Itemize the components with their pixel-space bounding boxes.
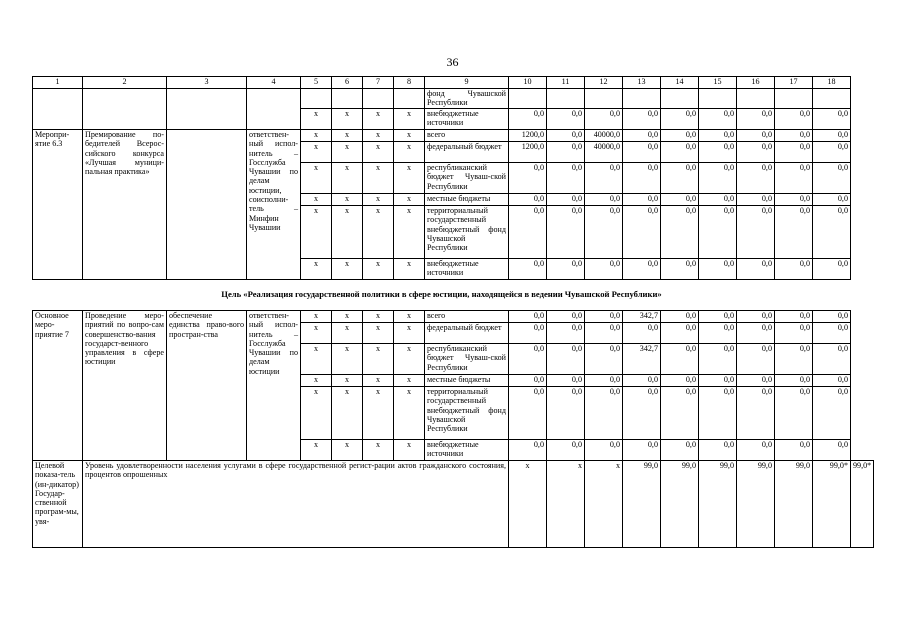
budget-table — [32, 76, 874, 548]
funding-source: федеральный бюджет — [425, 142, 509, 163]
header-col-14: 14 — [661, 77, 699, 89]
x-mark: x — [394, 344, 425, 375]
x-mark: x — [301, 194, 332, 206]
value-cell — [547, 89, 585, 109]
x-mark: x — [394, 142, 425, 163]
funding-source: республиканский бюджет Чуваш-ской Республики — [425, 344, 509, 375]
x-mark: x — [332, 163, 363, 194]
value-cell: 0,0 — [661, 163, 699, 194]
x-mark: x — [332, 344, 363, 375]
value-cell: 0,0 — [623, 440, 661, 461]
value-cell: 0,0 — [737, 311, 775, 323]
value-cell: 0,0 — [775, 194, 813, 206]
x-mark: x — [332, 440, 363, 461]
x-mark: x — [301, 163, 332, 194]
value-cell: 0,0 — [699, 163, 737, 194]
value-cell: 0,0 — [661, 142, 699, 163]
value-cell: 0,0 — [623, 142, 661, 163]
measure-executor: ответствен-ный испол-нитель – Госслужба Чувашии по делам юстиции, соисполни-тель – Минфин Чувашии — [247, 130, 301, 280]
value-cell — [509, 89, 547, 109]
header-col-8: 8 — [394, 77, 425, 89]
x-mark: x — [332, 259, 363, 280]
funding-source: местные бюджеты — [425, 194, 509, 206]
value-cell: 0,0 — [813, 109, 851, 130]
header-col-18: 18 — [813, 77, 851, 89]
value-cell: 0,0 — [813, 194, 851, 206]
x-mark: x — [332, 387, 363, 440]
cont-col-3 — [167, 89, 247, 130]
header-col-4: 4 — [247, 77, 301, 89]
value-cell: 0,0 — [547, 323, 585, 344]
value-cell: 0,0 — [585, 109, 623, 130]
value-cell: 0,0 — [623, 375, 661, 387]
value-cell: 0,0 — [509, 323, 547, 344]
value-cell — [623, 89, 661, 109]
value-cell: 0,0 — [775, 344, 813, 375]
value-cell: 0,0 — [775, 311, 813, 323]
x-mark: x — [363, 109, 394, 130]
value-cell: 0,0 — [623, 109, 661, 130]
value-cell: 0,0 — [775, 375, 813, 387]
x-mark: x — [301, 142, 332, 163]
value-cell: 0,0 — [699, 440, 737, 461]
value-cell: 0,0 — [547, 194, 585, 206]
value-cell: 0,0 — [737, 109, 775, 130]
value-cell: 0,0 — [699, 130, 737, 142]
value-cell: 0,0 — [775, 142, 813, 163]
value-cell: 0,0 — [585, 387, 623, 440]
value-cell: 0,0 — [813, 130, 851, 142]
value-cell: 0,0 — [585, 375, 623, 387]
x-mark: x — [301, 130, 332, 142]
indicator-value: 99,0 — [737, 461, 775, 548]
value-cell: 0,0 — [585, 259, 623, 280]
funding-source: территориальный государственный внебюджетный фонд Чувашской Республики — [425, 387, 509, 440]
value-cell: 0,0 — [737, 375, 775, 387]
indicator-value: 99,0 — [775, 461, 813, 548]
value-cell: 0,0 — [547, 142, 585, 163]
header-col-6: 6 — [332, 77, 363, 89]
value-cell: 0,0 — [585, 311, 623, 323]
goal-row — [33, 280, 874, 311]
x-mark: x — [394, 440, 425, 461]
funding-source: всего — [425, 311, 509, 323]
x-mark: x — [394, 130, 425, 142]
value-cell: 0,0 — [547, 344, 585, 375]
indicator-value: x — [585, 461, 623, 548]
value-cell: 0,0 — [661, 109, 699, 130]
x-mark: x — [394, 206, 425, 259]
header-col-1: 1 — [33, 77, 83, 89]
value-cell: 0,0 — [699, 387, 737, 440]
value-cell: 0,0 — [509, 109, 547, 130]
empty-cell — [363, 89, 394, 109]
header-col-3: 3 — [167, 77, 247, 89]
value-cell: 0,0 — [509, 206, 547, 259]
x-mark: x — [394, 387, 425, 440]
x-mark: x — [332, 194, 363, 206]
indicator-value: 99,0* — [813, 461, 851, 548]
header-col-9: 9 — [425, 77, 509, 89]
measure-result — [167, 130, 247, 280]
x-mark: x — [363, 375, 394, 387]
x-mark: x — [332, 142, 363, 163]
empty-cell — [394, 89, 425, 109]
value-cell: 0,0 — [623, 163, 661, 194]
funding-source: внебюджетные источники — [425, 440, 509, 461]
x-mark: x — [301, 375, 332, 387]
value-cell: 0,0 — [547, 130, 585, 142]
value-cell: 1200,0 — [509, 130, 547, 142]
header-col-2: 2 — [83, 77, 167, 89]
x-mark: x — [363, 344, 394, 375]
value-cell: 342,7 — [623, 344, 661, 375]
value-cell: 0,0 — [699, 311, 737, 323]
value-cell: 0,0 — [813, 323, 851, 344]
value-cell: 342,7 — [623, 311, 661, 323]
value-cell: 0,0 — [661, 206, 699, 259]
funding-source: внебюджетные источники — [425, 259, 509, 280]
x-mark: x — [301, 344, 332, 375]
value-cell: 0,0 — [737, 163, 775, 194]
value-cell: 0,0 — [661, 387, 699, 440]
value-cell: 0,0 — [737, 130, 775, 142]
value-cell: 0,0 — [699, 259, 737, 280]
value-cell: 0,0 — [661, 375, 699, 387]
x-mark: x — [363, 440, 394, 461]
value-cell: 0,0 — [623, 130, 661, 142]
value-cell: 0,0 — [585, 323, 623, 344]
value-cell: 0,0 — [813, 259, 851, 280]
funding-source: республиканский бюджет Чуваш-ской Республики — [425, 163, 509, 194]
value-cell — [737, 89, 775, 109]
value-cell: 0,0 — [547, 206, 585, 259]
value-cell — [585, 89, 623, 109]
cont-col-2 — [83, 89, 167, 130]
value-cell: 0,0 — [699, 109, 737, 130]
value-cell: 1200,0 — [509, 142, 547, 163]
indicator-row — [33, 461, 874, 548]
value-cell: 0,0 — [661, 344, 699, 375]
value-cell: 0,0 — [547, 387, 585, 440]
value-cell: 40000,0 — [585, 130, 623, 142]
funding-source: местные бюджеты — [425, 375, 509, 387]
x-mark: x — [363, 163, 394, 194]
measure-number: Меропри-ятие 6.3 — [33, 130, 83, 280]
value-cell: 0,0 — [737, 206, 775, 259]
value-cell: 0,0 — [813, 206, 851, 259]
indicator-value: 99,0 — [661, 461, 699, 548]
x-mark: x — [301, 440, 332, 461]
empty-cell — [301, 89, 332, 109]
header-col-12: 12 — [585, 77, 623, 89]
x-mark: x — [394, 109, 425, 130]
value-cell: 0,0 — [737, 344, 775, 375]
header-col-16: 16 — [737, 77, 775, 89]
value-cell — [775, 89, 813, 109]
value-cell: 0,0 — [737, 323, 775, 344]
value-cell: 0,0 — [775, 259, 813, 280]
value-cell: 0,0 — [737, 142, 775, 163]
value-cell — [699, 89, 737, 109]
value-cell: 0,0 — [813, 163, 851, 194]
value-cell: 0,0 — [737, 259, 775, 280]
value-cell — [661, 89, 699, 109]
x-mark: x — [301, 323, 332, 344]
header-col-7: 7 — [363, 77, 394, 89]
x-mark: x — [301, 206, 332, 259]
empty-cell — [332, 89, 363, 109]
indicator-value: 99,0 — [623, 461, 661, 548]
value-cell: 0,0 — [623, 387, 661, 440]
value-cell: 0,0 — [585, 163, 623, 194]
x-mark: x — [301, 387, 332, 440]
header-row — [33, 77, 874, 89]
value-cell: 0,0 — [509, 163, 547, 194]
value-cell: 0,0 — [509, 259, 547, 280]
value-cell: 0,0 — [775, 130, 813, 142]
x-mark: x — [363, 259, 394, 280]
x-mark: x — [301, 109, 332, 130]
value-cell: 0,0 — [509, 194, 547, 206]
header-col-13: 13 — [623, 77, 661, 89]
x-mark: x — [363, 323, 394, 344]
value-cell: 0,0 — [661, 311, 699, 323]
value-cell: 0,0 — [585, 194, 623, 206]
indicator-value: 99,0* — [851, 461, 874, 548]
page-number: 36 — [446, 55, 459, 69]
value-cell: 0,0 — [737, 194, 775, 206]
header-col-11: 11 — [547, 77, 585, 89]
value-cell: 0,0 — [547, 311, 585, 323]
x-mark: x — [301, 259, 332, 280]
x-mark: x — [332, 311, 363, 323]
indicator-value: x — [547, 461, 585, 548]
x-mark: x — [301, 311, 332, 323]
measure-name: Проведение меро-приятий по вопро-сам совершенство-вания государст-венного управления в сфере юстиции — [83, 311, 167, 461]
value-cell: 0,0 — [623, 259, 661, 280]
value-cell: 0,0 — [623, 323, 661, 344]
indicator-label: Целевой показа-тель (ин-дикатор) Государ-ственной програм-мы, увя- — [33, 461, 83, 548]
value-cell: 0,0 — [661, 323, 699, 344]
x-mark: x — [394, 311, 425, 323]
x-mark: x — [394, 323, 425, 344]
x-mark: x — [363, 387, 394, 440]
measure-number: Основное меро-приятие 7 — [33, 311, 83, 461]
x-mark: x — [394, 259, 425, 280]
value-cell: 0,0 — [813, 142, 851, 163]
value-cell: 0,0 — [737, 440, 775, 461]
value-cell: 0,0 — [661, 194, 699, 206]
x-mark: x — [363, 311, 394, 323]
value-cell: 0,0 — [585, 206, 623, 259]
measure-name: Премирование по-бедителей Всерос-сийского конкурса «Лучшая муници-пальная практика» — [83, 130, 167, 280]
x-mark: x — [394, 375, 425, 387]
value-cell: 0,0 — [775, 163, 813, 194]
value-cell: 0,0 — [699, 344, 737, 375]
value-cell: 0,0 — [699, 194, 737, 206]
x-mark: x — [332, 109, 363, 130]
value-cell: 0,0 — [813, 387, 851, 440]
header-col-10: 10 — [509, 77, 547, 89]
header-col-5: 5 — [301, 77, 332, 89]
funding-source: всего — [425, 130, 509, 142]
value-cell: 0,0 — [775, 387, 813, 440]
value-cell: 0,0 — [813, 375, 851, 387]
value-cell: 0,0 — [509, 440, 547, 461]
value-cell: 0,0 — [547, 259, 585, 280]
header-col-17: 17 — [775, 77, 813, 89]
header-col-15: 15 — [699, 77, 737, 89]
value-cell: 0,0 — [813, 440, 851, 461]
value-cell — [813, 89, 851, 109]
goal-title: Цель «Реализация государственной политики в сфере юстиции, находящейся в ведении Чувашской Республики» — [33, 280, 851, 311]
value-cell: 0,0 — [775, 109, 813, 130]
value-cell: 0,0 — [775, 323, 813, 344]
x-mark: x — [363, 206, 394, 259]
value-cell: 0,0 — [585, 344, 623, 375]
x-mark: x — [332, 375, 363, 387]
x-mark: x — [332, 130, 363, 142]
value-cell: 0,0 — [661, 440, 699, 461]
value-cell: 0,0 — [509, 311, 547, 323]
value-cell: 0,0 — [661, 130, 699, 142]
x-mark: x — [363, 142, 394, 163]
x-mark: x — [394, 194, 425, 206]
value-cell: 0,0 — [509, 387, 547, 440]
x-mark: x — [394, 163, 425, 194]
indicator-text: Уровень удовлетворенности населения услугами в сфере государственной регист-рации актов гражданского состояния, процентов опрошенных — [83, 461, 509, 548]
value-cell: 0,0 — [813, 344, 851, 375]
value-cell: 0,0 — [775, 440, 813, 461]
value-cell: 40000,0 — [585, 142, 623, 163]
cont-col-1 — [33, 89, 83, 130]
cont-col-4 — [247, 89, 301, 130]
x-mark: x — [332, 206, 363, 259]
value-cell: 0,0 — [509, 375, 547, 387]
funding-source: фонд Чувашской Республики — [425, 89, 509, 109]
value-cell: 0,0 — [699, 142, 737, 163]
x-mark: x — [363, 194, 394, 206]
value-cell: 0,0 — [699, 323, 737, 344]
value-cell: 0,0 — [547, 109, 585, 130]
value-cell: 0,0 — [813, 311, 851, 323]
funding-source: федеральный бюджет — [425, 323, 509, 344]
indicator-value: x — [509, 461, 547, 548]
x-mark: x — [363, 130, 394, 142]
value-cell: 0,0 — [661, 259, 699, 280]
value-cell: 0,0 — [699, 206, 737, 259]
indicator-value: 99,0 — [699, 461, 737, 548]
value-cell: 0,0 — [623, 206, 661, 259]
value-cell: 0,0 — [775, 206, 813, 259]
value-cell: 0,0 — [699, 375, 737, 387]
funding-source: внебюджетные источники — [425, 109, 509, 130]
table-row — [33, 311, 874, 323]
measure-executor: ответствен-ный испол-нитель – Госслужба Чувашии по делам юстиции — [247, 311, 301, 461]
value-cell: 0,0 — [547, 440, 585, 461]
value-cell: 0,0 — [737, 387, 775, 440]
table-row — [33, 89, 874, 109]
value-cell: 0,0 — [623, 194, 661, 206]
value-cell: 0,0 — [585, 440, 623, 461]
funding-source: территориальный государственный внебюджетный фонд Чувашской Республики — [425, 206, 509, 259]
x-mark: x — [332, 323, 363, 344]
value-cell: 0,0 — [547, 163, 585, 194]
value-cell: 0,0 — [547, 375, 585, 387]
value-cell: 0,0 — [509, 344, 547, 375]
table-row — [33, 130, 874, 142]
measure-result: обеспечение единства право-вого простран-ства — [167, 311, 247, 461]
